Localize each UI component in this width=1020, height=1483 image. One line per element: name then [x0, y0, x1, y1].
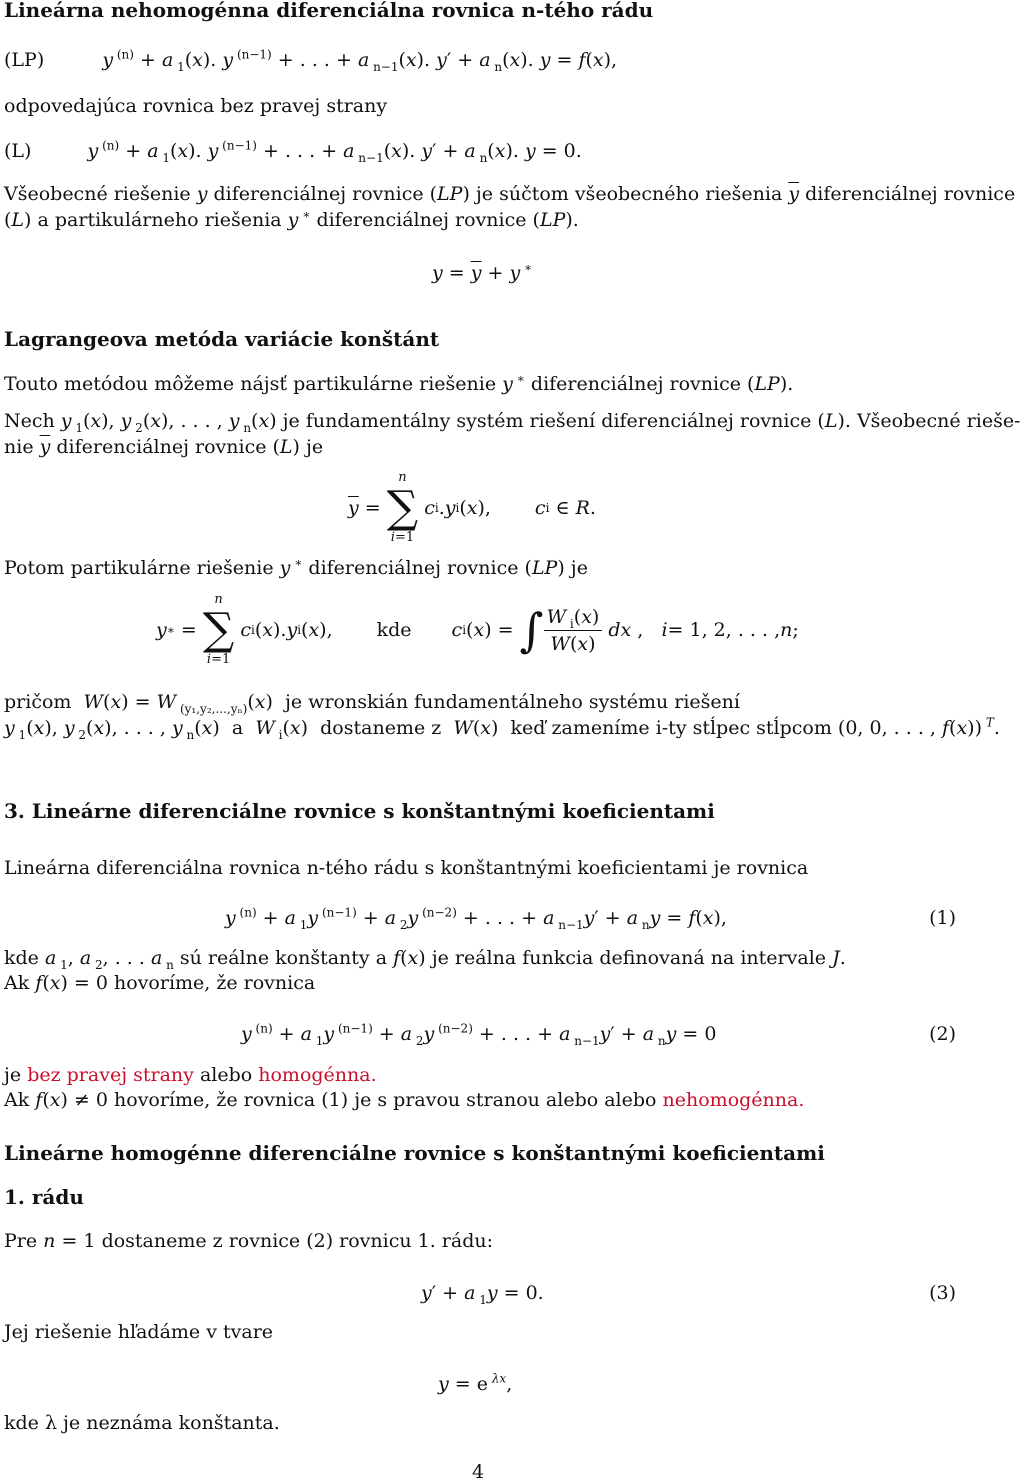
paragraph-pricom-2: y $_1$(x), y $_2$(x), . . . , y $_n$(x) a W $_i$(x) dostaneme z W(x) keď zameníme i-ty stĺpec stĺpcom (0, 0, . . . , f(x)) $^T$.: [4, 715, 1000, 742]
text-fragment: je: [306, 436, 324, 458]
text-fragment: hovoríme, že rovnica: [114, 972, 316, 994]
equation-ystar-sum: y ∗ = n ∑ i=1 c i ( x ). y i ( x ), kde c i ( x ) = ∫ $\frac{W _i(x)}{W(x)}$ dx , i = 1, 2, . . . , n ;: [156, 592, 799, 667]
subsection-order1-title: 1. rádu: [4, 1185, 84, 1209]
paragraph-pricom-1: pričom W(x) = W $_{(y_1,y_2,...,y_n)}$(x) je wronskián fundamentálneho systému riešení: [4, 691, 740, 716]
text-fragment: diferenciálnej rovnice: [805, 183, 1016, 205]
paragraph-kde: kde a $_1$, a $_2$, . . . a $_n$ sú reálne konštanty a f(x) je reálna funkcia definovaná na intervale J.: [4, 947, 846, 972]
text-fragment: Potom partikulárne riešenie: [4, 557, 274, 579]
equation-1: y $^{(n)}$ + a $_1$y $^{(n-1)}$ + a $_2$y $^{(n-2)}$ + . . . + a $_{n-1}$y′ + a $_n$y = f(x),: [225, 905, 727, 932]
lp-formula: y $^{(n)}$ + a $_1$(x). y $^{(n-1)}$ + . . . + a $_{n-1}$(x). y′ + a $_n$(x). y = f(x),: [102, 47, 618, 74]
text-fragment: Všeobecné rieše-: [856, 410, 1020, 432]
text-fragment: diferenciálnej rovnice: [213, 183, 424, 205]
paragraph-ak2: Ak f(x) ≠ 0 hovoríme, že rovnica (1) je s pravou stranou alebo alebo nehomogénna.: [4, 1089, 805, 1111]
highlight-term: nehomogénna.: [662, 1089, 805, 1111]
paragraph-je: [4, 1063, 377, 1087]
text-fragment: je: [570, 557, 588, 579]
text-fragment: kde: [376, 619, 412, 641]
page-number: 4: [472, 1461, 485, 1483]
paragraph-touto: Touto metódou môžeme nájsť partikulárne riešenie y ∗ diferenciálnej rovnice (LP).: [4, 371, 794, 395]
text-fragment: je wronskián fundamentálneho systému riešení: [285, 691, 740, 713]
paragraph-nie: nie $\overline{y}$ diferenciálnej rovnice (L) je: [4, 436, 324, 458]
text-fragment: dostaneme z: [320, 717, 442, 739]
lp-label: (LP): [4, 49, 45, 71]
equation-ansatz: y = e $^{\lambda x}$,: [438, 1371, 513, 1395]
equation-l: [4, 139, 582, 163]
text-fragment: je: [4, 1064, 22, 1086]
paragraph-kde-lambda: kde λ je neznáma konštanta.: [4, 1412, 280, 1434]
text-fragment: kde: [4, 947, 39, 969]
equation-2-number: (2): [929, 1023, 956, 1045]
sum-symbol: n ∑ i=1: [202, 592, 235, 667]
equation-lp: [4, 48, 617, 72]
sum-symbol: n ∑ i=1: [386, 470, 419, 545]
paragraph-vseobecne-1: Všeobecné riešenie y diferenciálnej rovnice (LP) je súčtom všeobecného riešenia $\overline{y}$ diferenciálnej rovnice: [4, 183, 1016, 205]
section-3-title: 3. Lineárne diferenciálne rovnice s konštantnými koeficientami: [4, 799, 715, 823]
paragraph-vseobecne-2: (L) a partikulárneho riešenia y ∗ diferenciálnej rovnice (LP).: [4, 207, 579, 231]
highlight-term: bez pravej strany: [27, 1064, 194, 1086]
text-fragment: hovoríme, že rovnica (1) je s pravou stranou alebo alebo: [114, 1089, 657, 1111]
text-fragment: diferenciálnej rovnice: [56, 436, 267, 458]
text-fragment: Ak: [4, 972, 30, 994]
paragraph-s3-intro: Lineárna diferenciálna rovnica n-tého rádu s konštantnými koeficientami je rovnica: [4, 857, 809, 879]
text-fragment: je fundamentálny systém riešení diferenciálnej rovnice: [282, 410, 812, 432]
text-fragment: sú reálne konštanty a: [179, 947, 388, 969]
text-fragment: Nech: [4, 410, 55, 432]
text-fragment: diferenciálnej rovnice: [316, 209, 527, 231]
text-fragment: a partikulárneho riešenia: [37, 209, 282, 231]
fraction: $\frac{W _i(x)}{W(x)}$: [544, 604, 603, 657]
equation-2: y $^{(n)}$ + a $_1$y $^{(n-1)}$ + a $_2$y $^{(n-2)}$ + . . . + a $_{n-1}$y′ + a $_n$y = 0: [241, 1021, 717, 1048]
equation-1-number: (1): [929, 907, 956, 929]
text-fragment: a: [231, 717, 244, 739]
text-fragment: dostaneme z rovnice (2) rovnicu 1. rádu:: [101, 1230, 494, 1252]
text-fragment: alebo: [199, 1064, 253, 1086]
paragraph-nech: Nech y $_1$(x), y $_2$(x), . . . , y $_n$(x) je fundamentálny systém riešení diferenciálnej rovnice (L). Všeobecné rieše-: [4, 410, 1020, 435]
section-title: Lineárna nehomogénna diferenciálna rovnica n-tého rádu: [4, 0, 654, 22]
text-fragment: je súčtom všeobecného riešenia: [475, 183, 783, 205]
text-fragment: Touto metódou môžeme nájsť partikulárne riešenie: [4, 373, 497, 395]
text-fragment: keď zameníme i-ty stĺpec stĺpcom: [510, 717, 832, 739]
subsection-homog-title: Lineárne homogénne diferenciálne rovnice s konštantnými koeficientami: [4, 1141, 825, 1165]
text-fragment: Všeobecné riešenie: [4, 183, 191, 205]
text-fragment: diferenciálnej rovnice: [530, 373, 741, 395]
paragraph-odpovedajuca: odpovedajúca rovnica bez pravej strany: [4, 95, 388, 117]
paragraph-jej: Jej riešenie hľadáme v tvare: [4, 1321, 274, 1343]
equation-ybar-sum: $\overline{y}$ = n ∑ i=1 c i . y i ( x ), c i ∈ R .: [348, 470, 596, 545]
l-formula: y $^{(n)}$ + a $_1$(x). y $^{(n-1)}$ + . . . + a $_{n-1}$(x). y′ + a $_n$(x). y = 0.: [87, 138, 582, 165]
equation-3-number: (3): [929, 1282, 956, 1304]
highlight-term: homogénna.: [258, 1064, 377, 1086]
equation-general-solution: $y = \overline{y} + y$ ∗: [432, 260, 533, 284]
paragraph-potom: Potom partikulárne riešenie y ∗ diferenciálnej rovnice (LP) je: [4, 555, 588, 579]
l-label: (L): [4, 140, 32, 162]
subsection-title: Lagrangeova metóda variácie konštánt: [4, 327, 440, 351]
text-fragment: diferenciálnej rovnice: [308, 557, 519, 579]
integral-symbol: ∫: [519, 603, 544, 657]
text-fragment: Pre: [4, 1230, 38, 1252]
equation-3: y′ + a $_1$y = 0.: [421, 1282, 544, 1307]
paragraph-ak: Ak f(x) = 0 hovoríme, že rovnica: [4, 972, 316, 994]
paragraph-pre: Pre n = 1 dostaneme z rovnice (2) rovnicu 1. rádu:: [4, 1230, 494, 1252]
text-fragment: nie: [4, 436, 34, 458]
text-fragment: Ak: [4, 1089, 30, 1111]
text-fragment: pričom: [4, 691, 72, 713]
text-fragment: je reálna funkcia definovaná na intervale: [431, 947, 827, 969]
